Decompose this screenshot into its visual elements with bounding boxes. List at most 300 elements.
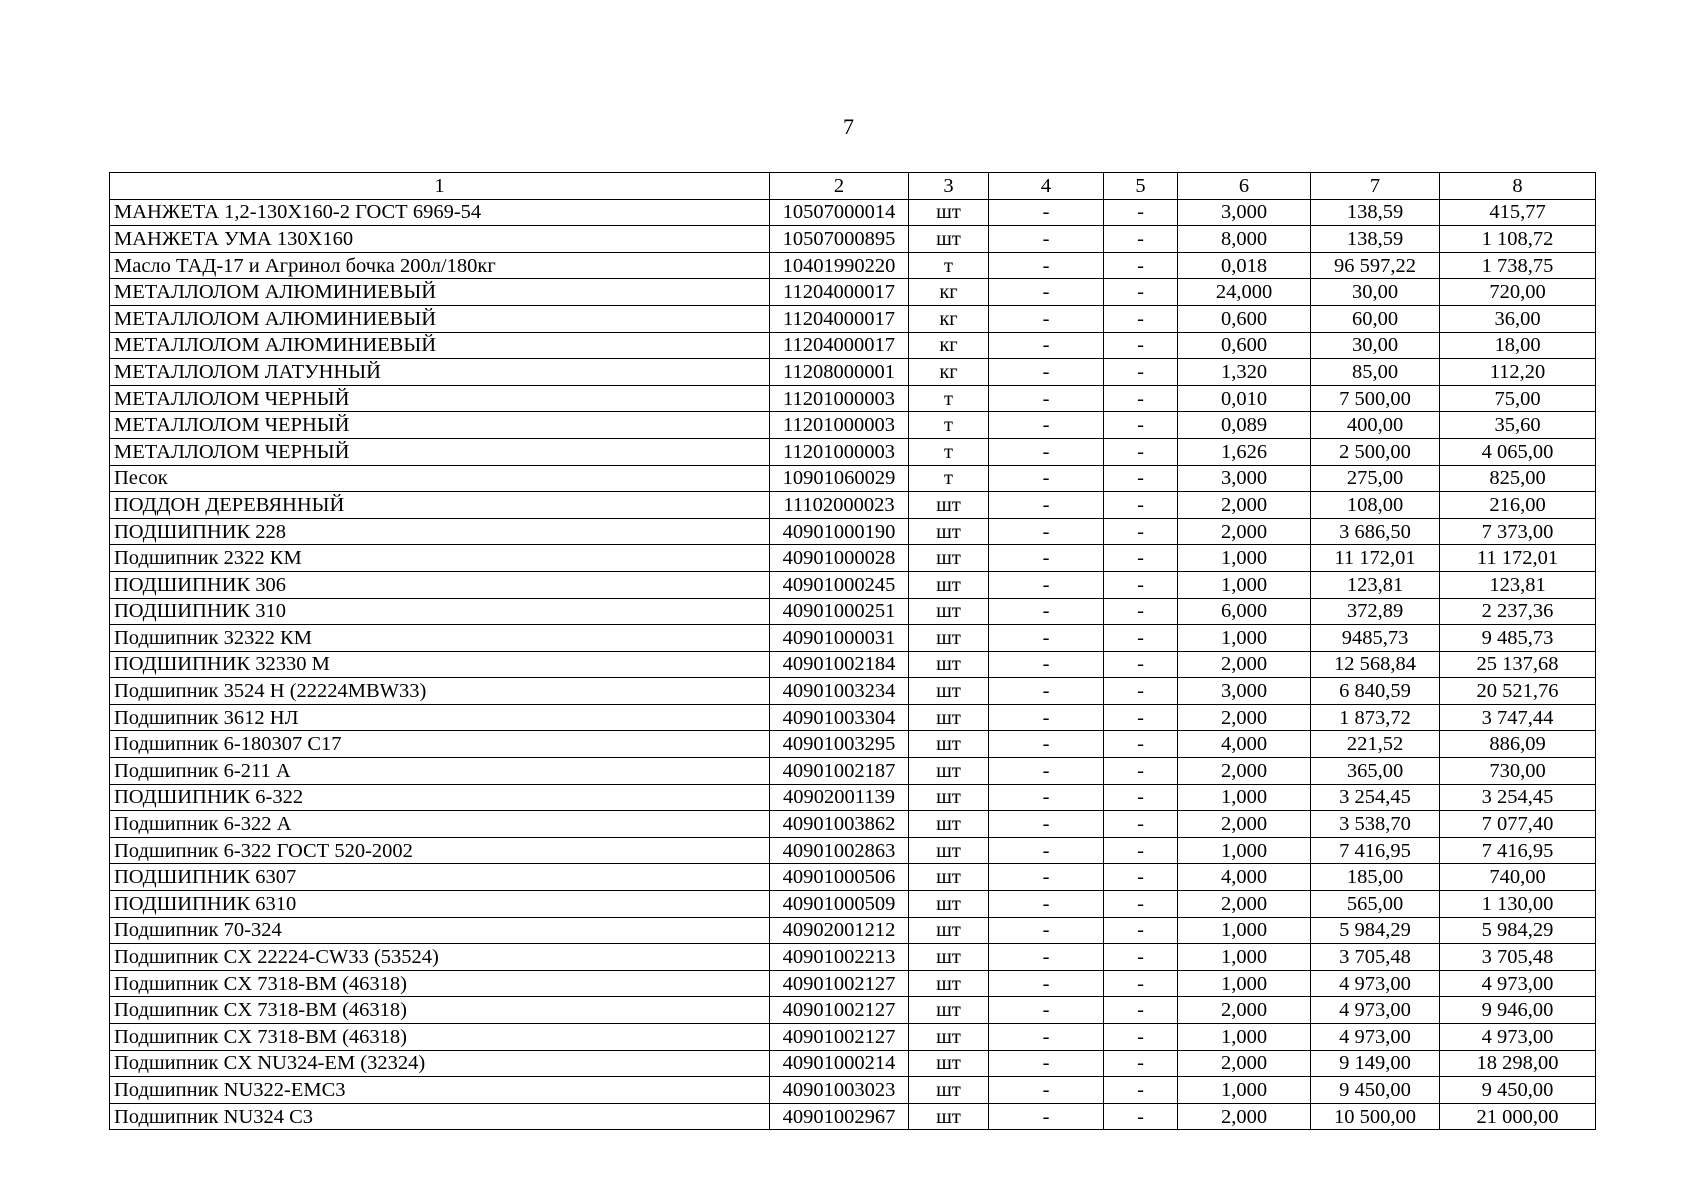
item-name-cell: Масло ТАД-17 и Агринол бочка 200л/180кг xyxy=(110,252,770,279)
column-5-cell: - xyxy=(1104,199,1178,226)
price-cell: 4 973,00 xyxy=(1311,1024,1440,1051)
table-row xyxy=(110,199,1596,226)
table-row xyxy=(110,332,1596,359)
quantity-cell: 8,000 xyxy=(1178,226,1311,253)
item-code-cell: 40901000031 xyxy=(770,625,909,652)
item-code-cell: 11201000003 xyxy=(770,438,909,465)
amount-cell: 75,00 xyxy=(1440,385,1596,412)
amount-cell: 740,00 xyxy=(1440,864,1596,891)
amount-cell: 1 130,00 xyxy=(1440,891,1596,918)
price-cell: 96 597,22 xyxy=(1311,252,1440,279)
item-name-cell: ПОДШИПНИК 32330 М xyxy=(110,651,770,678)
price-cell: 275,00 xyxy=(1311,465,1440,492)
amount-cell: 20 521,76 xyxy=(1440,678,1596,705)
column-header: 5 xyxy=(1104,173,1178,200)
unit-cell: шт xyxy=(909,758,989,785)
item-name-cell: ПОДШИПНИК 310 xyxy=(110,598,770,625)
column-5-cell: - xyxy=(1104,625,1178,652)
column-5-cell: - xyxy=(1104,518,1178,545)
amount-cell: 11 172,01 xyxy=(1440,545,1596,572)
unit-cell: т xyxy=(909,465,989,492)
quantity-cell: 0,600 xyxy=(1178,305,1311,332)
item-name-cell: Подшипник CX 7318-BM (46318) xyxy=(110,1024,770,1051)
amount-cell: 18,00 xyxy=(1440,332,1596,359)
unit-cell: кг xyxy=(909,279,989,306)
table-row xyxy=(110,651,1596,678)
column-5-cell: - xyxy=(1104,784,1178,811)
item-code-cell: 40901003234 xyxy=(770,678,909,705)
amount-cell: 36,00 xyxy=(1440,305,1596,332)
item-code-cell: 40901003023 xyxy=(770,1077,909,1104)
item-code-cell: 11204000017 xyxy=(770,332,909,359)
column-header: 2 xyxy=(770,173,909,200)
quantity-cell: 2,000 xyxy=(1178,891,1311,918)
column-5-cell: - xyxy=(1104,438,1178,465)
column-4-cell: - xyxy=(989,279,1104,306)
price-cell: 30,00 xyxy=(1311,279,1440,306)
amount-cell: 7 077,40 xyxy=(1440,811,1596,838)
column-4-cell: - xyxy=(989,252,1104,279)
unit-cell: шт xyxy=(909,1050,989,1077)
column-5-cell: - xyxy=(1104,385,1178,412)
column-4-cell: - xyxy=(989,385,1104,412)
column-5-cell: - xyxy=(1104,944,1178,971)
item-code-cell: 10507000895 xyxy=(770,226,909,253)
item-code-cell: 40901003295 xyxy=(770,731,909,758)
column-5-cell: - xyxy=(1104,1050,1178,1077)
item-code-cell: 40901002127 xyxy=(770,997,909,1024)
table-row xyxy=(110,465,1596,492)
column-4-cell: - xyxy=(989,811,1104,838)
column-5-cell: - xyxy=(1104,359,1178,386)
table-row xyxy=(110,678,1596,705)
price-cell: 2 500,00 xyxy=(1311,438,1440,465)
item-name-cell: МЕТАЛЛОЛОМ ЧЕРНЫЙ xyxy=(110,412,770,439)
item-name-cell: ПОДШИПНИК 306 xyxy=(110,571,770,598)
column-4-cell: - xyxy=(989,359,1104,386)
amount-cell: 4 065,00 xyxy=(1440,438,1596,465)
item-name-cell: Подшипник 6-211 А xyxy=(110,758,770,785)
price-cell: 372,89 xyxy=(1311,598,1440,625)
price-cell: 3 538,70 xyxy=(1311,811,1440,838)
unit-cell: кг xyxy=(909,305,989,332)
table-row xyxy=(110,731,1596,758)
quantity-cell: 3,000 xyxy=(1178,199,1311,226)
column-header: 6 xyxy=(1178,173,1311,200)
quantity-cell: 1,320 xyxy=(1178,359,1311,386)
column-5-cell: - xyxy=(1104,811,1178,838)
item-name-cell: ПОДШИПНИК 6-322 xyxy=(110,784,770,811)
item-code-cell: 40902001139 xyxy=(770,784,909,811)
table-row xyxy=(110,438,1596,465)
quantity-cell: 1,000 xyxy=(1178,944,1311,971)
table-row xyxy=(110,1024,1596,1051)
price-cell: 11 172,01 xyxy=(1311,545,1440,572)
unit-cell: кг xyxy=(909,332,989,359)
column-4-cell: - xyxy=(989,545,1104,572)
quantity-cell: 0,600 xyxy=(1178,332,1311,359)
price-cell: 123,81 xyxy=(1311,571,1440,598)
column-4-cell: - xyxy=(989,465,1104,492)
table-row xyxy=(110,571,1596,598)
item-code-cell: 40901003304 xyxy=(770,704,909,731)
unit-cell: т xyxy=(909,385,989,412)
column-5-cell: - xyxy=(1104,252,1178,279)
column-5-cell: - xyxy=(1104,891,1178,918)
item-code-cell: 10507000014 xyxy=(770,199,909,226)
column-5-cell: - xyxy=(1104,704,1178,731)
item-code-cell: 11204000017 xyxy=(770,279,909,306)
column-4-cell: - xyxy=(989,1077,1104,1104)
price-cell: 5 984,29 xyxy=(1311,917,1440,944)
item-name-cell: Подшипник 6-322 ГОСТ 520-2002 xyxy=(110,837,770,864)
item-code-cell: 40901002863 xyxy=(770,837,909,864)
amount-cell: 886,09 xyxy=(1440,731,1596,758)
price-cell: 85,00 xyxy=(1311,359,1440,386)
price-cell: 565,00 xyxy=(1311,891,1440,918)
quantity-cell: 6,000 xyxy=(1178,598,1311,625)
column-4-cell: - xyxy=(989,332,1104,359)
quantity-cell: 3,000 xyxy=(1178,465,1311,492)
quantity-cell: 2,000 xyxy=(1178,651,1311,678)
amount-cell: 1 108,72 xyxy=(1440,226,1596,253)
column-5-cell: - xyxy=(1104,917,1178,944)
table-row xyxy=(110,997,1596,1024)
item-code-cell: 40902001212 xyxy=(770,917,909,944)
column-4-cell: - xyxy=(989,704,1104,731)
column-5-cell: - xyxy=(1104,997,1178,1024)
item-code-cell: 40901002184 xyxy=(770,651,909,678)
column-5-cell: - xyxy=(1104,279,1178,306)
item-name-cell: МЕТАЛЛОЛОМ АЛЮМИНИЕВЫЙ xyxy=(110,279,770,306)
item-code-cell: 10901060029 xyxy=(770,465,909,492)
column-4-cell: - xyxy=(989,864,1104,891)
price-cell: 9 149,00 xyxy=(1311,1050,1440,1077)
column-5-cell: - xyxy=(1104,305,1178,332)
column-5-cell: - xyxy=(1104,598,1178,625)
table-row xyxy=(110,412,1596,439)
quantity-cell: 4,000 xyxy=(1178,731,1311,758)
quantity-cell: 1,000 xyxy=(1178,784,1311,811)
header-row xyxy=(110,173,1596,200)
column-4-cell: - xyxy=(989,625,1104,652)
amount-cell: 415,77 xyxy=(1440,199,1596,226)
quantity-cell: 2,000 xyxy=(1178,1103,1311,1130)
column-4-cell: - xyxy=(989,891,1104,918)
table-row xyxy=(110,305,1596,332)
table-row xyxy=(110,837,1596,864)
amount-cell: 7 373,00 xyxy=(1440,518,1596,545)
price-cell: 3 686,50 xyxy=(1311,518,1440,545)
table-row xyxy=(110,1077,1596,1104)
price-cell: 7 500,00 xyxy=(1311,385,1440,412)
item-name-cell: Подшипник CX 22224-CW33 (53524) xyxy=(110,944,770,971)
column-4-cell: - xyxy=(989,651,1104,678)
price-cell: 3 705,48 xyxy=(1311,944,1440,971)
item-name-cell: Подшипник CX 7318-BM (46318) xyxy=(110,997,770,1024)
item-code-cell: 11208000001 xyxy=(770,359,909,386)
column-5-cell: - xyxy=(1104,492,1178,519)
table-body xyxy=(110,199,1596,1130)
item-name-cell: Песок xyxy=(110,465,770,492)
column-4-cell: - xyxy=(989,837,1104,864)
item-name-cell: Подшипник NU324 C3 xyxy=(110,1103,770,1130)
column-4-cell: - xyxy=(989,944,1104,971)
column-5-cell: - xyxy=(1104,1103,1178,1130)
item-name-cell: ПОДДОН ДЕРЕВЯННЫЙ xyxy=(110,492,770,519)
unit-cell: шт xyxy=(909,811,989,838)
unit-cell: шт xyxy=(909,891,989,918)
column-header: 1 xyxy=(110,173,770,200)
column-4-cell: - xyxy=(989,1050,1104,1077)
item-name-cell: МЕТАЛЛОЛОМ ЛАТУННЫЙ xyxy=(110,359,770,386)
price-cell: 138,59 xyxy=(1311,199,1440,226)
amount-cell: 112,20 xyxy=(1440,359,1596,386)
column-4-cell: - xyxy=(989,305,1104,332)
column-5-cell: - xyxy=(1104,226,1178,253)
item-name-cell: ПОДШИПНИК 6307 xyxy=(110,864,770,891)
price-cell: 6 840,59 xyxy=(1311,678,1440,705)
unit-cell: шт xyxy=(909,944,989,971)
price-cell: 7 416,95 xyxy=(1311,837,1440,864)
item-code-cell: 40901000028 xyxy=(770,545,909,572)
quantity-cell: 2,000 xyxy=(1178,492,1311,519)
amount-cell: 18 298,00 xyxy=(1440,1050,1596,1077)
unit-cell: шт xyxy=(909,864,989,891)
column-header: 7 xyxy=(1311,173,1440,200)
unit-cell: т xyxy=(909,252,989,279)
amount-cell: 825,00 xyxy=(1440,465,1596,492)
quantity-cell: 1,000 xyxy=(1178,571,1311,598)
item-name-cell: Подшипник CX NU324-EM (32324) xyxy=(110,1050,770,1077)
quantity-cell: 1,000 xyxy=(1178,970,1311,997)
item-code-cell: 40901000190 xyxy=(770,518,909,545)
item-name-cell: Подшипник 70-324 xyxy=(110,917,770,944)
column-4-cell: - xyxy=(989,199,1104,226)
column-4-cell: - xyxy=(989,438,1104,465)
page-number: 7 xyxy=(843,114,854,139)
table-row xyxy=(110,385,1596,412)
table-row xyxy=(110,518,1596,545)
column-4-cell: - xyxy=(989,784,1104,811)
column-4-cell: - xyxy=(989,678,1104,705)
table-row xyxy=(110,545,1596,572)
unit-cell: шт xyxy=(909,731,989,758)
item-code-cell: 40901002967 xyxy=(770,1103,909,1130)
price-cell: 9485,73 xyxy=(1311,625,1440,652)
unit-cell: шт xyxy=(909,678,989,705)
column-5-cell: - xyxy=(1104,651,1178,678)
amount-cell: 1 738,75 xyxy=(1440,252,1596,279)
column-4-cell: - xyxy=(989,917,1104,944)
unit-cell: шт xyxy=(909,571,989,598)
item-code-cell: 40901002187 xyxy=(770,758,909,785)
column-5-cell: - xyxy=(1104,571,1178,598)
table-row xyxy=(110,1050,1596,1077)
amount-cell: 3 747,44 xyxy=(1440,704,1596,731)
column-5-cell: - xyxy=(1104,412,1178,439)
column-4-cell: - xyxy=(989,518,1104,545)
item-code-cell: 40901000506 xyxy=(770,864,909,891)
item-code-cell: 11102000023 xyxy=(770,492,909,519)
item-name-cell: Подшипник 2322 КМ xyxy=(110,545,770,572)
item-code-cell: 40901002127 xyxy=(770,1024,909,1051)
quantity-cell: 2,000 xyxy=(1178,704,1311,731)
amount-cell: 3 705,48 xyxy=(1440,944,1596,971)
item-name-cell: ПОДШИПНИК 228 xyxy=(110,518,770,545)
item-name-cell: МЕТАЛЛОЛОМ ЧЕРНЫЙ xyxy=(110,438,770,465)
column-4-cell: - xyxy=(989,731,1104,758)
quantity-cell: 1,000 xyxy=(1178,545,1311,572)
unit-cell: шт xyxy=(909,837,989,864)
item-code-cell: 40901000245 xyxy=(770,571,909,598)
amount-cell: 25 137,68 xyxy=(1440,651,1596,678)
table-row xyxy=(110,784,1596,811)
column-4-cell: - xyxy=(989,970,1104,997)
column-5-cell: - xyxy=(1104,758,1178,785)
price-cell: 365,00 xyxy=(1311,758,1440,785)
unit-cell: шт xyxy=(909,545,989,572)
unit-cell: шт xyxy=(909,784,989,811)
column-4-cell: - xyxy=(989,412,1104,439)
item-name-cell: Подшипник 32322 КМ xyxy=(110,625,770,652)
unit-cell: шт xyxy=(909,625,989,652)
item-code-cell: 11201000003 xyxy=(770,412,909,439)
unit-cell: шт xyxy=(909,704,989,731)
table-row xyxy=(110,279,1596,306)
amount-cell: 35,60 xyxy=(1440,412,1596,439)
amount-cell: 720,00 xyxy=(1440,279,1596,306)
amount-cell: 730,00 xyxy=(1440,758,1596,785)
item-code-cell: 40901000509 xyxy=(770,891,909,918)
amount-cell: 216,00 xyxy=(1440,492,1596,519)
item-name-cell: МАНЖЕТА УМА 130Х160 xyxy=(110,226,770,253)
price-cell: 30,00 xyxy=(1311,332,1440,359)
unit-cell: шт xyxy=(909,518,989,545)
table-row xyxy=(110,891,1596,918)
item-name-cell: ПОДШИПНИК 6310 xyxy=(110,891,770,918)
quantity-cell: 1,626 xyxy=(1178,438,1311,465)
item-name-cell: Подшипник 3524 Н (22224MBW33) xyxy=(110,678,770,705)
column-5-cell: - xyxy=(1104,864,1178,891)
price-cell: 108,00 xyxy=(1311,492,1440,519)
column-5-cell: - xyxy=(1104,970,1178,997)
item-name-cell: Подшипник 3612 НЛ xyxy=(110,704,770,731)
amount-cell: 7 416,95 xyxy=(1440,837,1596,864)
amount-cell: 3 254,45 xyxy=(1440,784,1596,811)
price-cell: 400,00 xyxy=(1311,412,1440,439)
column-4-cell: - xyxy=(989,571,1104,598)
quantity-cell: 0,010 xyxy=(1178,385,1311,412)
table-row xyxy=(110,1103,1596,1130)
column-4-cell: - xyxy=(989,226,1104,253)
amount-cell: 123,81 xyxy=(1440,571,1596,598)
quantity-cell: 0,018 xyxy=(1178,252,1311,279)
unit-cell: шт xyxy=(909,1077,989,1104)
price-cell: 221,52 xyxy=(1311,731,1440,758)
column-5-cell: - xyxy=(1104,465,1178,492)
column-5-cell: - xyxy=(1104,1077,1178,1104)
column-5-cell: - xyxy=(1104,837,1178,864)
quantity-cell: 2,000 xyxy=(1178,997,1311,1024)
quantity-cell: 0,089 xyxy=(1178,412,1311,439)
price-cell: 1 873,72 xyxy=(1311,704,1440,731)
quantity-cell: 1,000 xyxy=(1178,625,1311,652)
item-code-cell: 40901002213 xyxy=(770,944,909,971)
item-name-cell: Подшипник NU322-EMC3 xyxy=(110,1077,770,1104)
amount-cell: 9 450,00 xyxy=(1440,1077,1596,1104)
item-code-cell: 40901000214 xyxy=(770,1050,909,1077)
table-row xyxy=(110,226,1596,253)
item-name-cell: Подшипник 6-180307 С17 xyxy=(110,731,770,758)
unit-cell: шт xyxy=(909,199,989,226)
amount-cell: 9 485,73 xyxy=(1440,625,1596,652)
table-row xyxy=(110,492,1596,519)
price-cell: 4 973,00 xyxy=(1311,997,1440,1024)
column-5-cell: - xyxy=(1104,1024,1178,1051)
unit-cell: т xyxy=(909,438,989,465)
price-cell: 138,59 xyxy=(1311,226,1440,253)
price-cell: 10 500,00 xyxy=(1311,1103,1440,1130)
column-4-cell: - xyxy=(989,997,1104,1024)
item-name-cell: Подшипник 6-322 А xyxy=(110,811,770,838)
amount-cell: 9 946,00 xyxy=(1440,997,1596,1024)
amount-cell: 2 237,36 xyxy=(1440,598,1596,625)
price-cell: 60,00 xyxy=(1311,305,1440,332)
table-row xyxy=(110,970,1596,997)
unit-cell: т xyxy=(909,412,989,439)
item-code-cell: 10401990220 xyxy=(770,252,909,279)
unit-cell: кг xyxy=(909,359,989,386)
amount-cell: 4 973,00 xyxy=(1440,970,1596,997)
table-row xyxy=(110,359,1596,386)
table-row xyxy=(110,917,1596,944)
item-name-cell: МЕТАЛЛОЛОМ АЛЮМИНИЕВЫЙ xyxy=(110,332,770,359)
table-row xyxy=(110,758,1596,785)
table-row xyxy=(110,944,1596,971)
unit-cell: шт xyxy=(909,970,989,997)
table-row xyxy=(110,252,1596,279)
column-4-cell: - xyxy=(989,1103,1104,1130)
amount-cell: 5 984,29 xyxy=(1440,917,1596,944)
price-cell: 9 450,00 xyxy=(1311,1077,1440,1104)
item-code-cell: 40901000251 xyxy=(770,598,909,625)
quantity-cell: 3,000 xyxy=(1178,678,1311,705)
item-code-cell: 11204000017 xyxy=(770,305,909,332)
item-name-cell: МЕТАЛЛОЛОМ ЧЕРНЫЙ xyxy=(110,385,770,412)
unit-cell: шт xyxy=(909,1103,989,1130)
table-row xyxy=(110,704,1596,731)
quantity-cell: 1,000 xyxy=(1178,917,1311,944)
column-4-cell: - xyxy=(989,492,1104,519)
table-row xyxy=(110,625,1596,652)
quantity-cell: 2,000 xyxy=(1178,518,1311,545)
column-5-cell: - xyxy=(1104,545,1178,572)
column-5-cell: - xyxy=(1104,678,1178,705)
unit-cell: шт xyxy=(909,226,989,253)
unit-cell: шт xyxy=(909,1024,989,1051)
unit-cell: шт xyxy=(909,997,989,1024)
unit-cell: шт xyxy=(909,651,989,678)
table-row xyxy=(110,864,1596,891)
unit-cell: шт xyxy=(909,598,989,625)
price-cell: 12 568,84 xyxy=(1311,651,1440,678)
item-name-cell: МАНЖЕТА 1,2-130Х160-2 ГОСТ 6969-54 xyxy=(110,199,770,226)
table-row xyxy=(110,598,1596,625)
column-4-cell: - xyxy=(989,598,1104,625)
amount-cell: 21 000,00 xyxy=(1440,1103,1596,1130)
inventory-table xyxy=(109,172,1596,1130)
